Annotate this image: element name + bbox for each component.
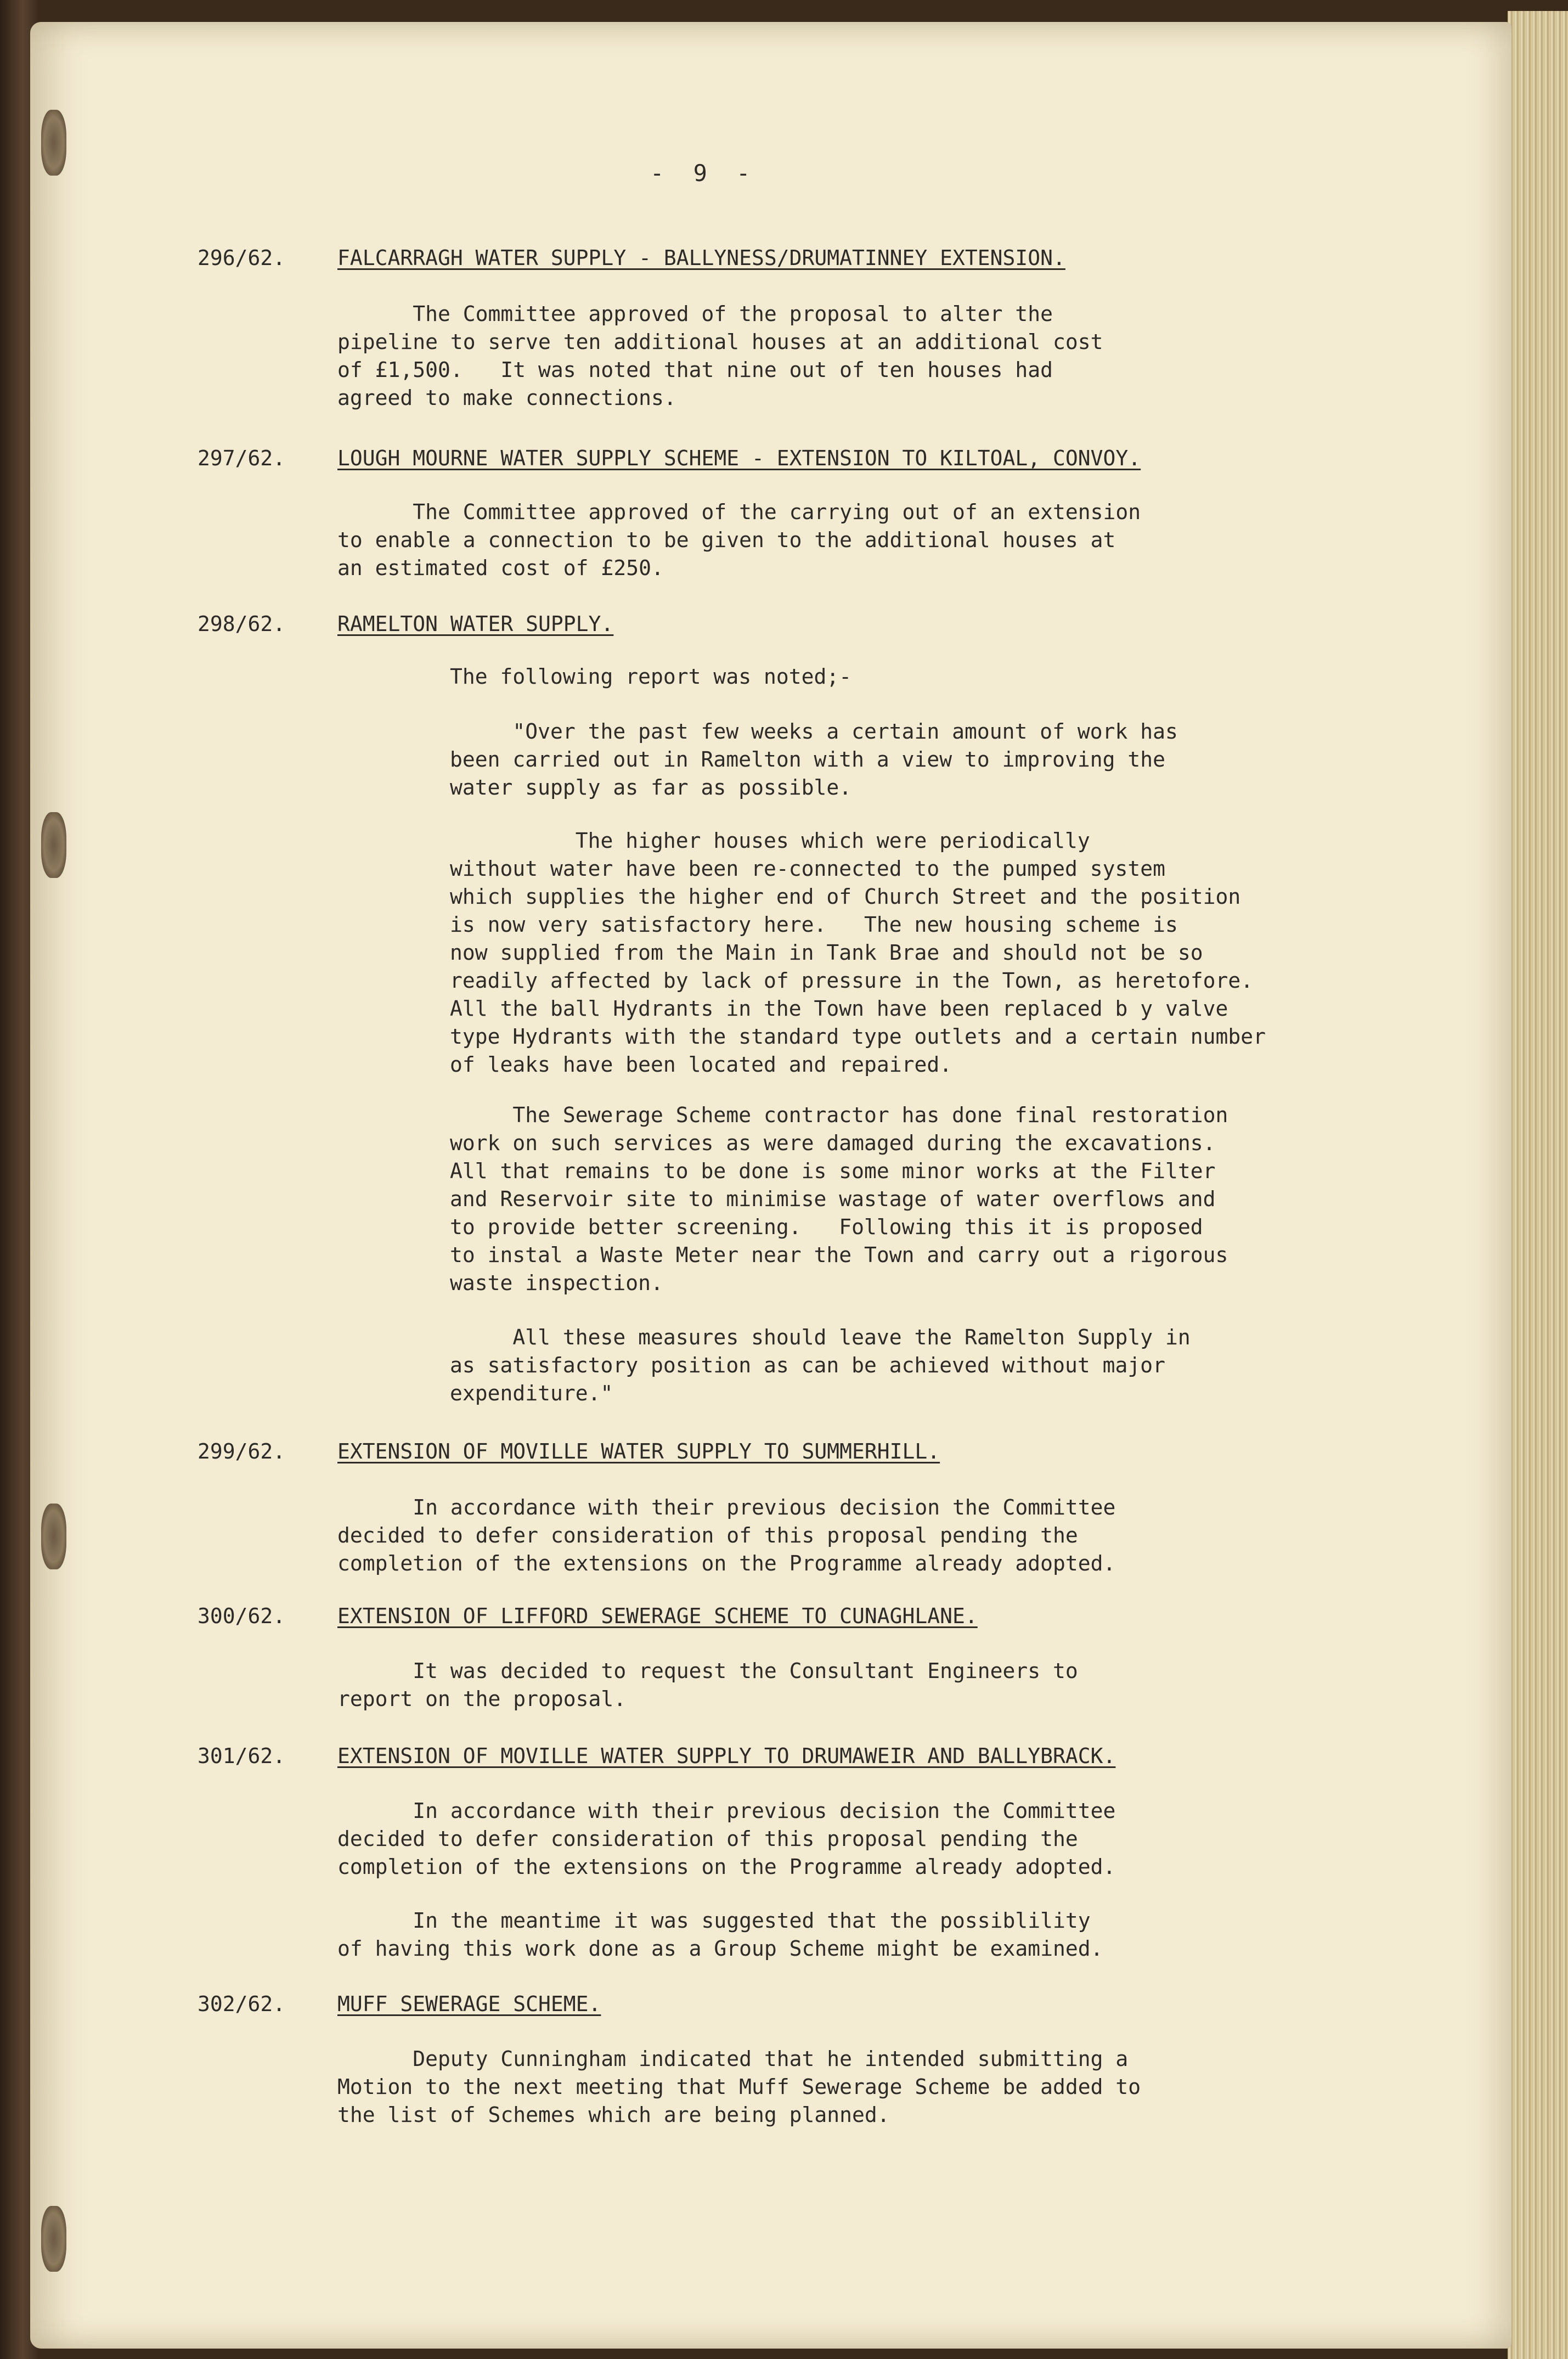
report-paragraph: The higher houses which were periodically without water have been re-connected to the pumped system which supplies the higher end of Church Street and the position is now very satisfactory here. The new housing scheme is now supplied from the Main in Tank Brae and should not be so readily affected by lack of pressure in the Town, as heretofore. All the ball Hydrants in the Town have been replaced b y valve type Hydrants with the standard type outlets and a certain number of leaks have been located and repaired. [450, 829, 1266, 1077]
minute-heading: EXTENSION OF MOVILLE WATER SUPPLY TO DRUMAWEIR AND BALLYBRACK. [337, 1744, 1116, 1768]
minute-heading: MUFF SEWERAGE SCHEME. [337, 1992, 601, 2016]
page-edges [1508, 11, 1568, 2359]
minute-number: 299/62. [198, 1439, 286, 1463]
minute-paragraph: The following report was noted;- [450, 665, 852, 689]
minute-paragraph: In accordance with their previous decision the Committee decided to defer consideration of this proposal pending the completion of the extensions on the Programme already adopted. [337, 1799, 1116, 1879]
minute-paragraph: In the meantime it was suggested that the possiblility of having this work done as a Group Scheme might be examined. [337, 1908, 1103, 1961]
report-paragraph: The Sewerage Scheme contractor has done final restoration work on such services as were damaged during the excavations. All that remains to be done is some minor works at the Filter and Reservoir site to minimise wastage of water overflows and to provide better screening. Following this it is proposed to instal a Waste Meter near the Town and carry out a rigorous waste inspection. [450, 1103, 1228, 1295]
minute-heading: EXTENSION OF LIFFORD SEWERAGE SCHEME TO CUNAGHLANE. [337, 1604, 978, 1628]
minute-number: 297/62. [198, 446, 286, 470]
minute-number: 301/62. [198, 1744, 286, 1768]
minute-paragraph: The Committee approved of the carrying out of an extension to enable a connection to be given to the additional houses at an estimated cost of £250. [337, 500, 1141, 580]
minute-number: 298/62. [198, 612, 286, 636]
minute-number: 296/62. [198, 246, 286, 270]
page-content [30, 22, 1511, 2349]
minute-number: 302/62. [198, 1992, 286, 2016]
minute-heading: RAMELTON WATER SUPPLY. [337, 612, 614, 636]
minute-number: 300/62. [198, 1604, 286, 1628]
minute-heading: FALCARRAGH WATER SUPPLY - BALLYNESS/DRUMATINNEY EXTENSION. [337, 246, 1065, 270]
document-page [30, 22, 1511, 2349]
minute-paragraph: The Committee approved of the proposal to alter the pipeline to serve ten additional houses at an additional cost of £1,500. It was noted that nine out of ten houses had agreed to make connections. [337, 302, 1103, 410]
report-paragraph: All these measures should leave the Ramelton Supply in as satisfactory position as can be achieved without major expenditure." [450, 1325, 1191, 1405]
minute-heading: LOUGH MOURNE WATER SUPPLY SCHEME - EXTENSION TO KILTOAL, CONVOY. [337, 446, 1141, 470]
minute-paragraph: Deputy Cunningham indicated that he intended submitting a Motion to the next meeting that Muff Sewerage Scheme be added to the list of Schemes which are being planned. [337, 2047, 1141, 2127]
report-paragraph: "Over the past few weeks a certain amount of work has been carried out in Ramelton with a view to improving the water supply as far as possible. [450, 719, 1178, 800]
minute-paragraph: In accordance with their previous decision the Committee decided to defer consideration of this proposal pending the completion of the extensions on the Programme already adopted. [337, 1495, 1116, 1575]
page-number: - 9 - [650, 160, 758, 187]
minute-heading: EXTENSION OF MOVILLE WATER SUPPLY TO SUMMERHILL. [337, 1439, 940, 1463]
minute-paragraph: It was decided to request the Consultant Engineers to report on the proposal. [337, 1659, 1078, 1711]
